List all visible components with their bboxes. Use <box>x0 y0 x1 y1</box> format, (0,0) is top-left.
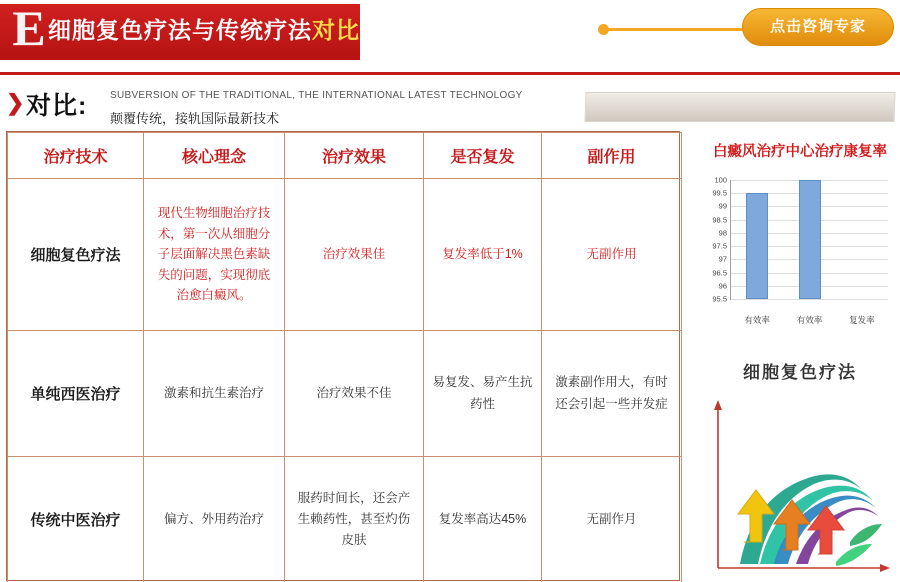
table-header-cell: 是否复发 <box>424 133 542 179</box>
table-cell: 易复发、易产生抗药性 <box>424 331 542 457</box>
section-subtitle-cn: 颠覆传统，接轨国际最新技术 <box>110 111 280 126</box>
chart-y-tick-label: 98.5 <box>712 215 727 225</box>
header-divider <box>0 72 900 75</box>
chevron-right-icon: ❯ <box>6 90 25 115</box>
logo-letter: E <box>12 0 46 56</box>
section-title: 对比: <box>26 92 88 120</box>
therapy-illustration <box>700 392 896 578</box>
chart-bar <box>746 193 768 299</box>
table-cell: 现代生物细胞治疗技术，第一次从细胞分子层面解决黑色素缺失的问题，实现彻底治愈白癜风。 <box>144 179 285 331</box>
chart-y-tick-label: 99.5 <box>712 188 727 198</box>
chart-y-tick-label: 97 <box>718 254 727 264</box>
page-title <box>48 12 360 45</box>
consult-expert-button[interactable]: 点击咨询专家 <box>742 8 894 46</box>
recovery-rate-chart <box>694 172 896 332</box>
table-cell: 治疗效果不佳 <box>285 331 424 457</box>
chart-title: 白癜风治疗中心治疗康复率 <box>713 144 887 160</box>
table-header-cell: 副作用 <box>542 133 682 179</box>
page-header <box>0 0 900 66</box>
chart-y-tick-label: 99 <box>718 201 727 211</box>
chart-y-tick-label: 96.5 <box>712 268 727 278</box>
table-cell: 激素和抗生素治疗 <box>144 331 285 457</box>
table-row <box>8 457 682 582</box>
table-cell: 服药时间长，还会产生赖药性，甚至灼伤皮肤 <box>285 457 424 582</box>
page-title-main: 细胞复色疗法与传统疗法 <box>48 17 312 43</box>
chart-gridline <box>712 294 888 304</box>
table-cell: 无副作月 <box>542 457 682 582</box>
table-cell: 复发率低于1% <box>424 179 542 331</box>
chart-x-tick-label: 复发率 <box>849 315 875 325</box>
table-header-cell: 核心理念 <box>144 133 285 179</box>
table-header-cell: 治疗技术 <box>8 133 144 179</box>
table-cell: 激素副作用大，有时还会引起一些并发症 <box>542 331 682 457</box>
chart-x-tick-label: 有效率 <box>796 315 823 325</box>
decorative-slab <box>584 92 895 122</box>
chart-bar <box>799 180 821 299</box>
brand-name: 细胞复色疗法 <box>743 363 857 382</box>
chart-y-tick-label: 100 <box>714 175 727 185</box>
comparison-table <box>7 132 682 582</box>
section-heading <box>6 86 523 128</box>
table-cell: 偏方、外用药治疗 <box>144 457 285 582</box>
page-title-highlight: 对比 <box>312 17 360 43</box>
table-cell: 复发率高达45% <box>424 457 542 582</box>
chart-y-tick-label: 97.5 <box>712 241 727 251</box>
table-row-label: 细胞复色疗法 <box>8 179 144 331</box>
connector-line <box>600 28 748 31</box>
chart-plot-area <box>712 175 888 325</box>
table-header-row <box>8 133 682 179</box>
table-header-cell: 治疗效果 <box>285 133 424 179</box>
comparison-table-wrapper <box>6 131 680 581</box>
table-row-label: 传统中医治疗 <box>8 457 144 582</box>
table-row-label: 单纯西医治疗 <box>8 331 144 457</box>
table-cell: 无副作用 <box>542 179 682 331</box>
chart-y-tick-label: 98 <box>718 228 727 238</box>
chart-y-tick-label: 96 <box>718 281 727 291</box>
table-cell: 治疗效果佳 <box>285 179 424 331</box>
section-subtitle-en: SUBVERSION OF THE TRADITIONAL, THE INTERNATIONAL LATEST TECHNOLOGY <box>110 90 523 101</box>
chart-x-tick-label: 有效率 <box>744 315 770 325</box>
table-row <box>8 331 682 457</box>
chart-y-tick-label: 95.5 <box>712 294 727 304</box>
table-row <box>8 179 682 331</box>
